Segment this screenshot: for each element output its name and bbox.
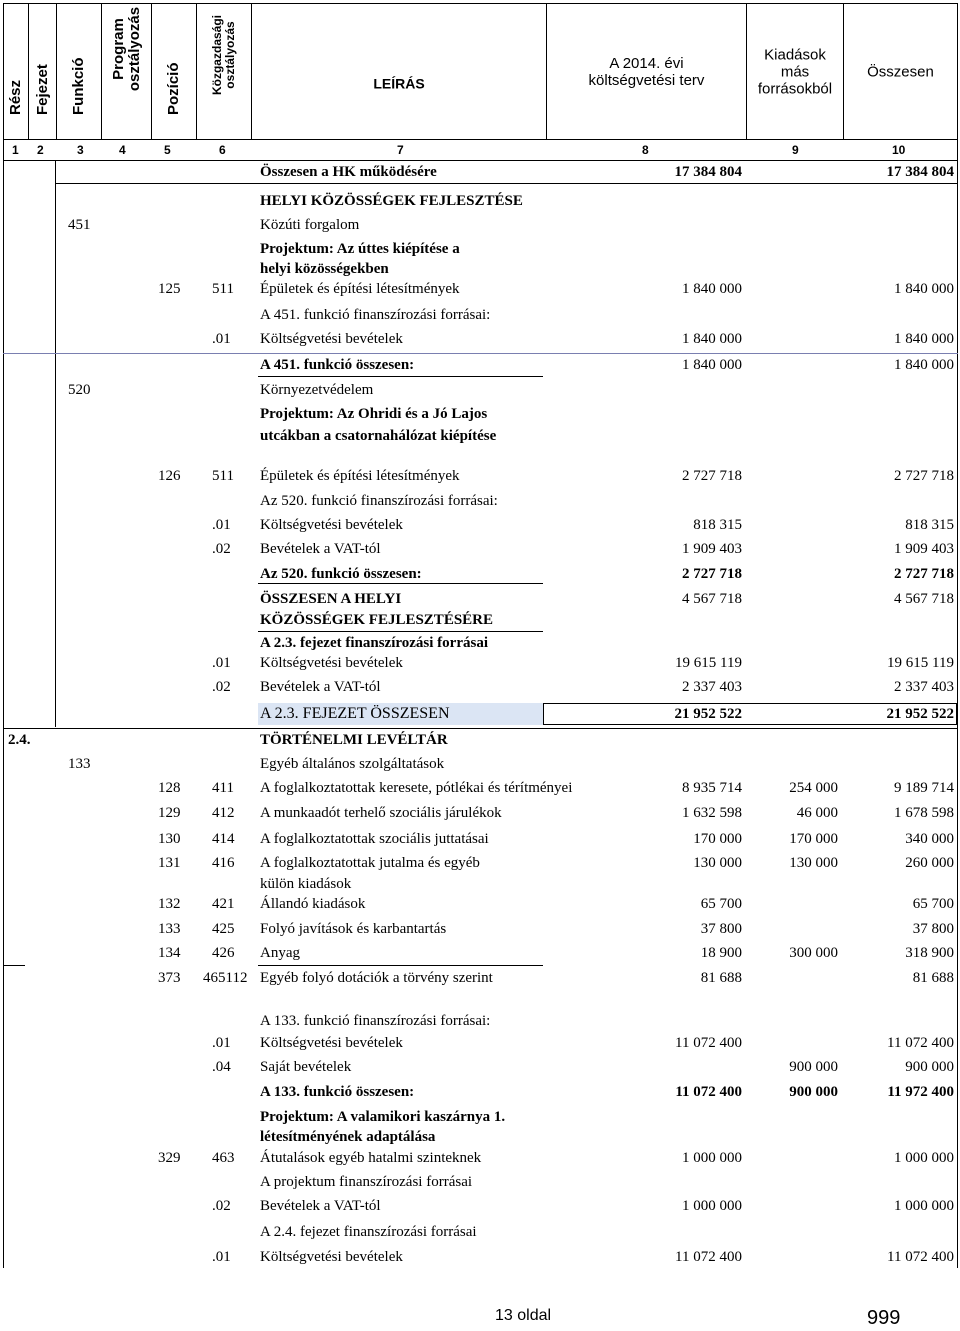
header-fejezet: Fejezet: [29, 4, 57, 139]
table-row: A 133. funkció finanszírozási forrásai:: [260, 1013, 491, 1029]
table-row: A projektum finanszírozási forrásai: [260, 1174, 473, 1190]
table-row: 132 421 Állandó kiadások 65 700 65 700: [158, 896, 954, 912]
table-row: A 451. funkció összesen: 1 840 000 1 840 000: [260, 357, 954, 373]
table-row: A 451. funkció finanszírozási forrásai:: [260, 307, 491, 323]
rule: [55, 183, 958, 184]
table-row: Összesen a HK működésére 17 384 804 17 384 804: [260, 164, 954, 180]
header-funkcio: Funkció: [57, 4, 102, 139]
header-kozgazd: Közgazdasági osztályozás: [197, 4, 252, 139]
header-pozicio: Pozíció: [152, 4, 197, 139]
table-row: 129 412 A munkaadót terhelő szociális járulékok 1 632 598 46 000 1 678 598: [158, 805, 954, 821]
table-row: utcákban a csatornahálózat kiépítése: [260, 428, 497, 444]
table-row: 131 416 A foglalkoztatottak jutalma és egyéb 130 000 130 000 260 000: [158, 855, 954, 871]
table-row: 133 Egyéb általános szolgáltatások: [68, 756, 445, 772]
rule: [258, 376, 543, 377]
table-row: ÖSSZESEN A HELYI 4 567 718 4 567 718: [260, 591, 954, 607]
table-row: A 2.4. fejezet finanszírozási forrásai: [260, 1224, 477, 1240]
table-row: .01 Költségvetési bevételek 1 840 000 1 840 000: [212, 331, 954, 347]
table-row: 329 463 Átutalások egyéb hatalmi szinteknek 1 000 000 1 000 000: [158, 1150, 954, 1166]
table-row: külön kiadások: [260, 876, 352, 892]
table-row: .02 Bevételek a VAT-tól 1 909 403 1 909 403: [212, 541, 954, 557]
header-plan: A 2014. évi költségvetési terv: [547, 4, 747, 139]
table-row: .01 Költségvetési bevételek 11 072 400 11 072 400: [212, 1035, 954, 1051]
table-row: létesítményének adaptálása: [260, 1129, 436, 1145]
table-row: 126 511 Épületek és építési létesítmények 2 727 718 2 727 718: [158, 468, 954, 484]
table-row: Projektum: Az úttes kiépítése a: [260, 241, 460, 257]
table-row: Az 520. funkció finanszírozási forrásai:: [260, 493, 498, 509]
page-label: 13 oldal: [495, 1307, 552, 1324]
header-resz: Rész: [4, 4, 29, 139]
rule: [3, 965, 25, 966]
header-program: Program osztályozás: [102, 4, 152, 139]
table-header: [3, 3, 958, 140]
table-row: .04 Saját bevételek 900 000 900 000: [212, 1059, 954, 1075]
table-row: A 2.3. FEJEZET ÖSSZESEN 21 952 522 21 952 522: [260, 705, 954, 722]
table-row: KÖZÖSSÉGEK FEJLESZTÉSÉRE: [260, 612, 494, 628]
table-row: 373 465112 Egyéb folyó dotációk a törvény szerint 81 688 81 688: [158, 970, 954, 986]
table-row: .01 Költségvetési bevételek 19 615 119 19 615 119: [212, 655, 954, 671]
header-other: Kiadások más forrásokból: [747, 4, 844, 139]
table-row: 134 426 Anyag 18 900 300 000 318 900: [158, 945, 954, 961]
table-row: 125 511 Épületek és építési létesítmények 1 840 000 1 840 000: [158, 281, 954, 297]
table-row: Az 520. funkció összesen: 2 727 718 2 727 718: [260, 566, 954, 582]
table-row: A 133. funkció összesen: 11 072 400 900 000 11 972 400: [260, 1084, 954, 1100]
rule: [258, 965, 543, 966]
table-row: 2.4. TÖRTÉNELMI LEVÉLTÁR: [8, 732, 448, 748]
table-row: 128 411 A foglalkoztatottak keresete, pótlékai és térítményei 8 935 714 254 000 9 189 714: [158, 780, 954, 796]
header-leiras: LEÍRÁS: [252, 4, 547, 139]
table-row: 520 Környezetvédelem: [68, 382, 374, 398]
table-row: A 2.3. fejezet finanszírozási forrásai: [260, 635, 488, 651]
table-row: 130 414 A foglalkoztatottak szociális juttatásai 170 000 170 000 340 000: [158, 831, 954, 847]
table-row: Projektum: A valamikori kaszárnya 1.: [260, 1109, 506, 1125]
table-row: .02 Bevételek a VAT-tól 1 000 000 1 000 000: [212, 1198, 954, 1214]
table-row: Projektum: Az Ohridi és a Jó Lajos: [260, 406, 488, 422]
table-row: .01 Költségvetési bevételek 11 072 400 11 072 400: [212, 1249, 954, 1265]
table-row: .01 Költségvetési bevételek 818 315 818 315: [212, 517, 954, 533]
header-total: Összesen: [867, 63, 934, 80]
page-number: 999: [867, 1307, 901, 1329]
table-row: helyi közösségekben: [260, 261, 389, 277]
table-row: HELYI KÖZÖSSÉGEK FEJLESZTÉSE: [260, 193, 523, 209]
column-numbers: 1 2 3 4 5 6 7 8 9 10: [3, 140, 958, 161]
table-row: 451 Közúti forgalom: [68, 217, 360, 233]
table-row: 133 425 Folyó javítások és karbantartás 37 800 37 800: [158, 921, 954, 937]
table-row: .02 Bevételek a VAT-tól 2 337 403 2 337 403: [212, 679, 954, 695]
